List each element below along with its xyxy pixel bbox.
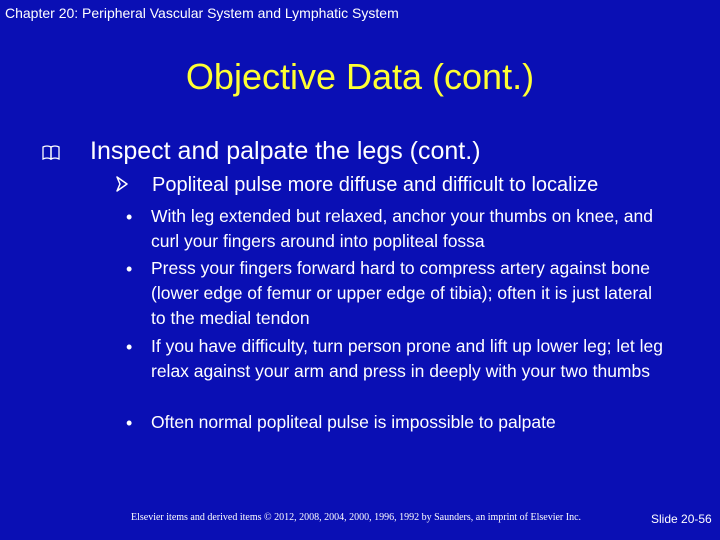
book-icon [42,143,60,161]
arrow-bullet-icon [116,176,128,192]
bullet-text-1: With leg extended but relaxed, anchor your thumbs on knee, and curl your fingers around into popliteal fossa [151,206,653,251]
bullet-dot: • [126,259,133,279]
slide-number: Slide 20-56 [651,512,712,526]
bullet-dot: • [126,413,133,433]
copyright-notice: Elsevier items and derived items © 2012, 2008, 2004, 2000, 1996, 1992 by Saunders, an imprint of Elsevier Inc. [131,512,582,523]
bullet-text-2: Press your fingers forward hard to compress artery against bone (lower edge of femur or upper edge of tibia); often it is just lateral to the medial tendon [151,258,652,328]
bullet-dot: • [126,337,133,357]
chapter-header: Chapter 20: Peripheral Vascular System and Lymphatic System [5,5,399,21]
bullet-text-4: Often normal popliteal pulse is impossible to palpate [151,412,556,432]
bullet-dot: • [126,207,133,227]
level1-text: Inspect and palpate the legs (cont.) [90,137,481,165]
slide-title: Objective Data (cont.) [185,56,535,97]
level2-text: Popliteal pulse more diffuse and difficult to localize [152,174,599,196]
bullet-text-3: If you have difficulty, turn person prone and lift up lower leg; let leg relax against your arm and press in deeply with your two thumbs [151,336,664,381]
